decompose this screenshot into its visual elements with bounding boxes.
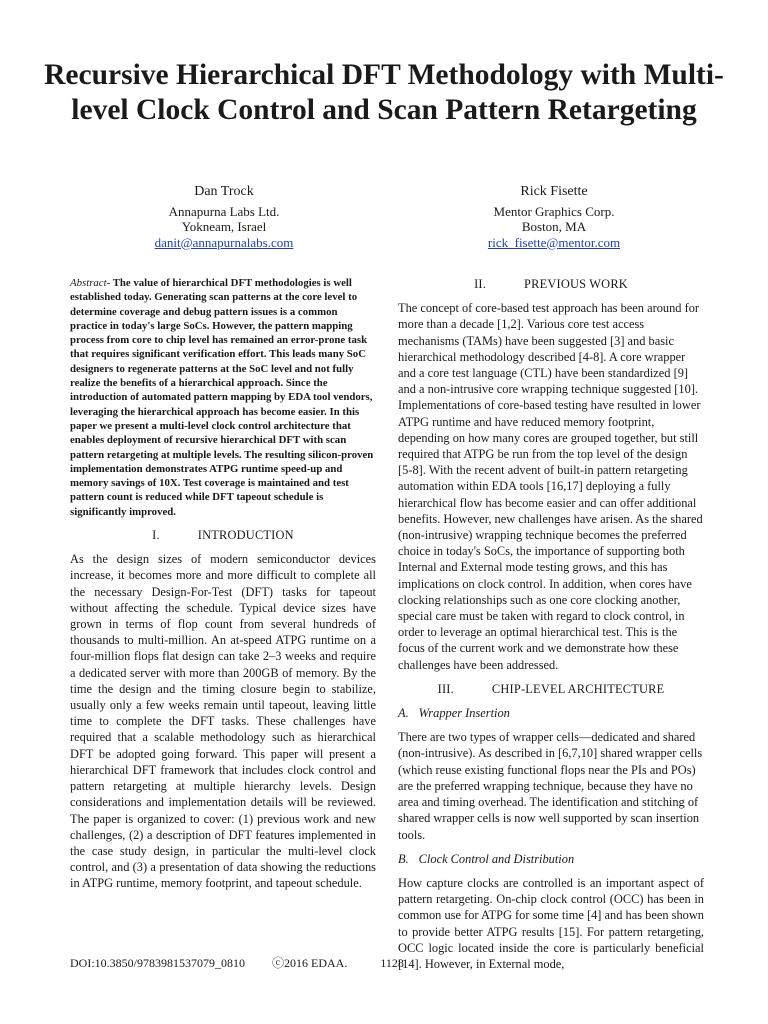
abstract — [70, 276, 376, 519]
doi-text: DOI:10.3850/9783981537079_0810 — [70, 956, 245, 970]
right-column — [398, 276, 704, 980]
author-email-link[interactable]: danit@annapurnalabs.com — [154, 234, 294, 250]
section-title: PREVIOUS WORK — [524, 277, 628, 291]
author-location: Yokneam, Israel — [181, 219, 267, 234]
subsection-heading-clock-control — [398, 851, 704, 867]
left-column — [70, 276, 376, 900]
clock-control-paragraph: How capture clocks are controlled is an important aspect of pattern retargeting. On-chip clock control (OCC) has been in common use for ATPG for some time [4] and has been shown to provide better ATPG results [15]. For pattern retargeting, OCC logic located inside the core is particularly beneficial [14]. However, in External mode, — [398, 875, 704, 971]
author-name: Rick Fisette — [520, 184, 588, 199]
introduction-paragraph: As the design sizes of modern semiconductor devices increase, it becomes more and more difficult to complete all the necessary Design-For-Test (DFT) tasks for tapeout without affecting the schedule. Typical device sizes have grown in terms of flop count from several hundreds of thousands to multi-million. An at-speed ATPG runtime on a four-million flops flat design can take 2–3 weeks and require a dedicated server with more than 200GB of memory. By the time the design and the timing closure begin to stabilize, usually only a few weeks remain until tapeout, leaving little time to complete the DFT tasks. These challenges have required that a scalable methodology such as hierarchical DFT be adopted going forward. This paper will present a hierarchical DFT framework that includes clock control and pattern retargeting at multiple hierarchy levels. Design considerations and implementation details will be reviewed. The paper is organized to cover: (1) previous work and new challenges, (2) a description of DFT features implemented in the case study design, in particular the multi-level clock control, and (3) a presentation of data showing the reductions in ATPG runtime, memory footprint, and tapeout schedule. — [70, 552, 376, 891]
author-email-link[interactable]: rick_fisette@mentor.com — [487, 234, 621, 250]
section-number: I. — [152, 528, 160, 543]
wrapper-insertion-paragraph: There are two types of wrapper cells—dedicated and shared (non-intrusive). As described in [6,7,10] shared wrapper cells (which reuse existing functional flops near the PIs and POs) are the preferred wrapping technique, because they have no area and timing overhead. The identification and stitching of shared wrapper cells is now well supported by scan insertion tools. — [398, 730, 703, 842]
abstract-lead: Abstract- — [70, 277, 111, 289]
subsection-number: A. — [398, 706, 409, 721]
subsection-number: B. — [398, 851, 409, 866]
page-number: 1128 — [380, 956, 404, 970]
section-number: II. — [474, 277, 487, 291]
copyright-text: ⓒ2016 EDAA. — [272, 956, 348, 970]
previous-work-paragraph: The concept of core-based test approach has been around for more than a decade [1,2]. Various core test access mechanisms (TAMs) have been suggested [3] and basic hierarchical methodology described [4-8]. A core wrapper and a core test language (CTL) have been standardized [9] and a non-intrusive core wrapping technique suggested [10]. Implementations of core-based testing have resulted in lower ATPG runtime and have reduced memory footprint, depending on how many cores are grouped together, but still required that ATPG be run from the top level of the design [5-8]. With the recent advent of built-in pattern retargeting automation within EDA tools [16,17] deploying a fully hierarchical flow has become easier and can offer additional benefits. However, new challenges have arisen. As the shared (non-intrusive) wrapping technique becomes the preferred choice in today's SoCs, the importance of supporting both Internal and External mode testing grows, and this has implications on clock control. In addition, when cores have clocking relationships such as one core clocking another, special care must be taken with regard to clock control, in order to leverage an optimal hierarchical test. This is the focus of the current work and we demonstrate how these challenges have been addressed. — [398, 301, 703, 672]
subsection-heading-wrapper-insertion — [398, 705, 704, 721]
section-heading-previous-work — [398, 276, 704, 292]
section-title: CHIP-LEVEL ARCHITECTURE — [491, 681, 665, 696]
author-location: Boston, MA — [521, 219, 587, 234]
subsection-title: Clock Control and Distribution — [418, 851, 575, 866]
author-affiliation: Mentor Graphics Corp. — [493, 203, 615, 219]
page-footer — [70, 954, 470, 971]
subsection-title: Wrapper Insertion — [418, 706, 510, 721]
section-number: III. — [437, 681, 454, 696]
section-heading-chip-level-architecture — [398, 681, 704, 697]
author-block-1 — [94, 184, 354, 250]
section-title: INTRODUCTION — [197, 528, 294, 543]
author-name: Dan Trock — [194, 184, 254, 199]
abstract-text: The value of hierarchical DFT methodologies is well established today. Generating scan patterns at the core level to determine coverage and debug pattern issues is a common practice in today's large SoCs. However, the pattern mapping process from core to chip level has remained an error-prone task that requires significant verification effort. This leads many SoC designers to regenerate patterns at the SoC level and not fully realize the benefits of a hierarchical approach. Since the introduction of automated pattern mapping by EDA tool vendors, leveraging the hierarchical approach has become easier. In this paper we present a multi-level clock control architecture that enables deployment of recursive hierarchical DFT with scan pattern retargeting at multiple levels. The resulting silicon-proven implementation demonstrates ATPG runtime speed-up and memory savings of 10X. Test coverage is maintained and test pattern count is reduced while DFT tapeout schedule is significantly improved. — [70, 277, 374, 518]
author-block-2 — [424, 184, 684, 250]
section-heading-introduction — [70, 527, 376, 543]
paper-title: Recursive Hierarchical DFT Methodology with Multi-level Clock Control and Scan Pattern Retargeting — [44, 59, 724, 126]
author-affiliation: Annapurna Labs Ltd. — [168, 203, 280, 219]
